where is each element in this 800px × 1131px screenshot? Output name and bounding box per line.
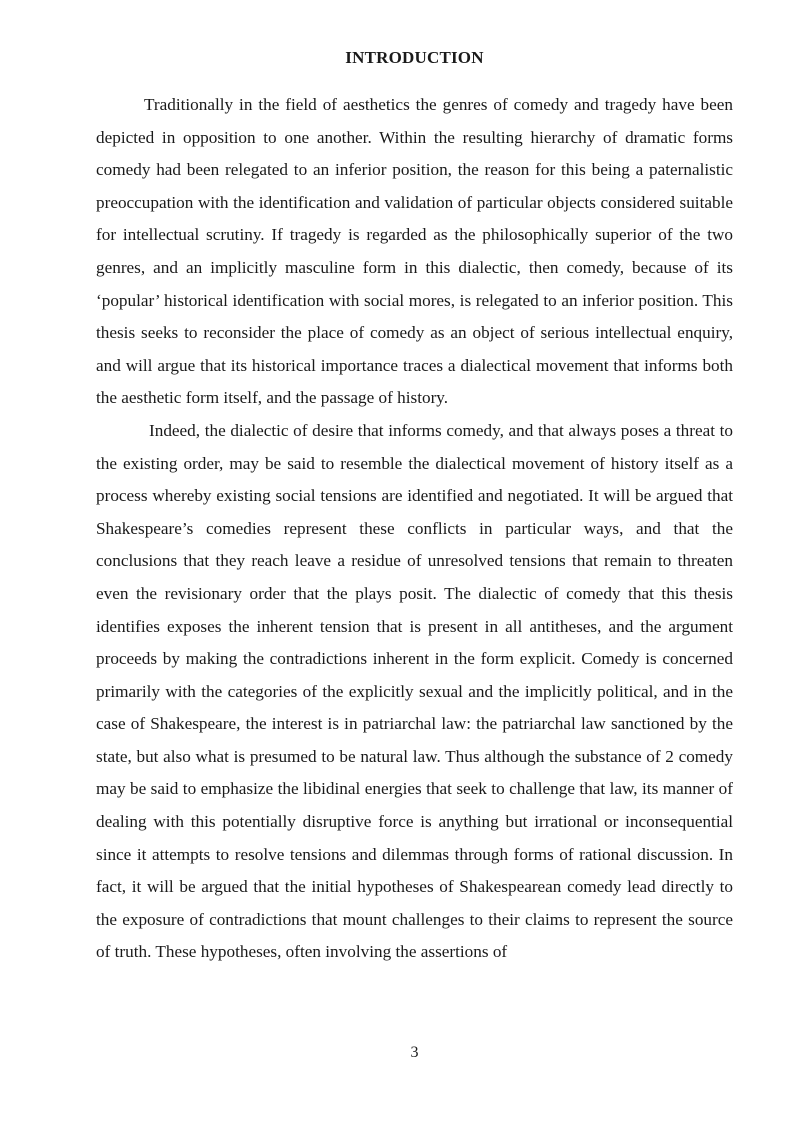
paragraph-1: Traditionally in the field of aesthetics the genres of comedy and tragedy have been depicted in opposition to one another. Within the resulting hierarchy of dramatic forms comedy had been relegated to an inferior position, the reason for this being a paternalistic preoccupation with the identification and validation of particular objects considered suitable for intellectual scrutiny. If tragedy is regarded as the philosophically superior of the two genres, and an implicitly masculine form in this dialectic, then comedy, because of its ‘popular’ historical identification with social mores, is relegated to an inferior position. This thesis seeks to reconsider the place of comedy as an object of serious intellectual enquiry, and will argue that its historical importance traces a dialectical movement that informs both the aesthetic form itself, and the passage of history. bbox=[96, 95, 733, 408]
body-text bbox=[96, 89, 733, 969]
page-number: 3 bbox=[410, 1044, 419, 1061]
page-title: INTRODUCTION bbox=[345, 48, 484, 67]
paragraph-2: Indeed, the dialectic of desire that informs comedy, and that always poses a threat to the existing order, may be said to resemble the dialectical movement of history itself as a process whereby existing social tensions are identified and negotiated. It will be argued that Shakespeare’s comedies represent these conflicts in particular ways, and that the conclusions that they reach leave a residue of unresolved tensions that remain to threaten even the revisionary order that the plays posit. The dialectic of comedy that this thesis identifies exposes the inherent tension that is present in all antitheses, and the argument proceeds by making the contradictions inherent in the form explicit. Comedy is concerned primarily with the categories of the explicitly sexual and the implicitly political, and in the case of Shakespeare, the interest is in patriarchal law: the patriarchal law sanctioned by the state, but also what is presumed to be natural law. Thus although the substance of 2 comedy may be said to emphasize the libidinal energies that seek to challenge that law, its manner of dealing with this potentially disruptive force is anything but irrational or inconsequential since it attempts to resolve tensions and dilemmas through forms of rational discussion. In fact, it will be argued that the initial hypotheses of Shakespearean comedy lead directly to the exposure of contradictions that mount challenges to their claims to represent the source of truth. These hypotheses, often involving the assertions of bbox=[96, 420, 733, 962]
